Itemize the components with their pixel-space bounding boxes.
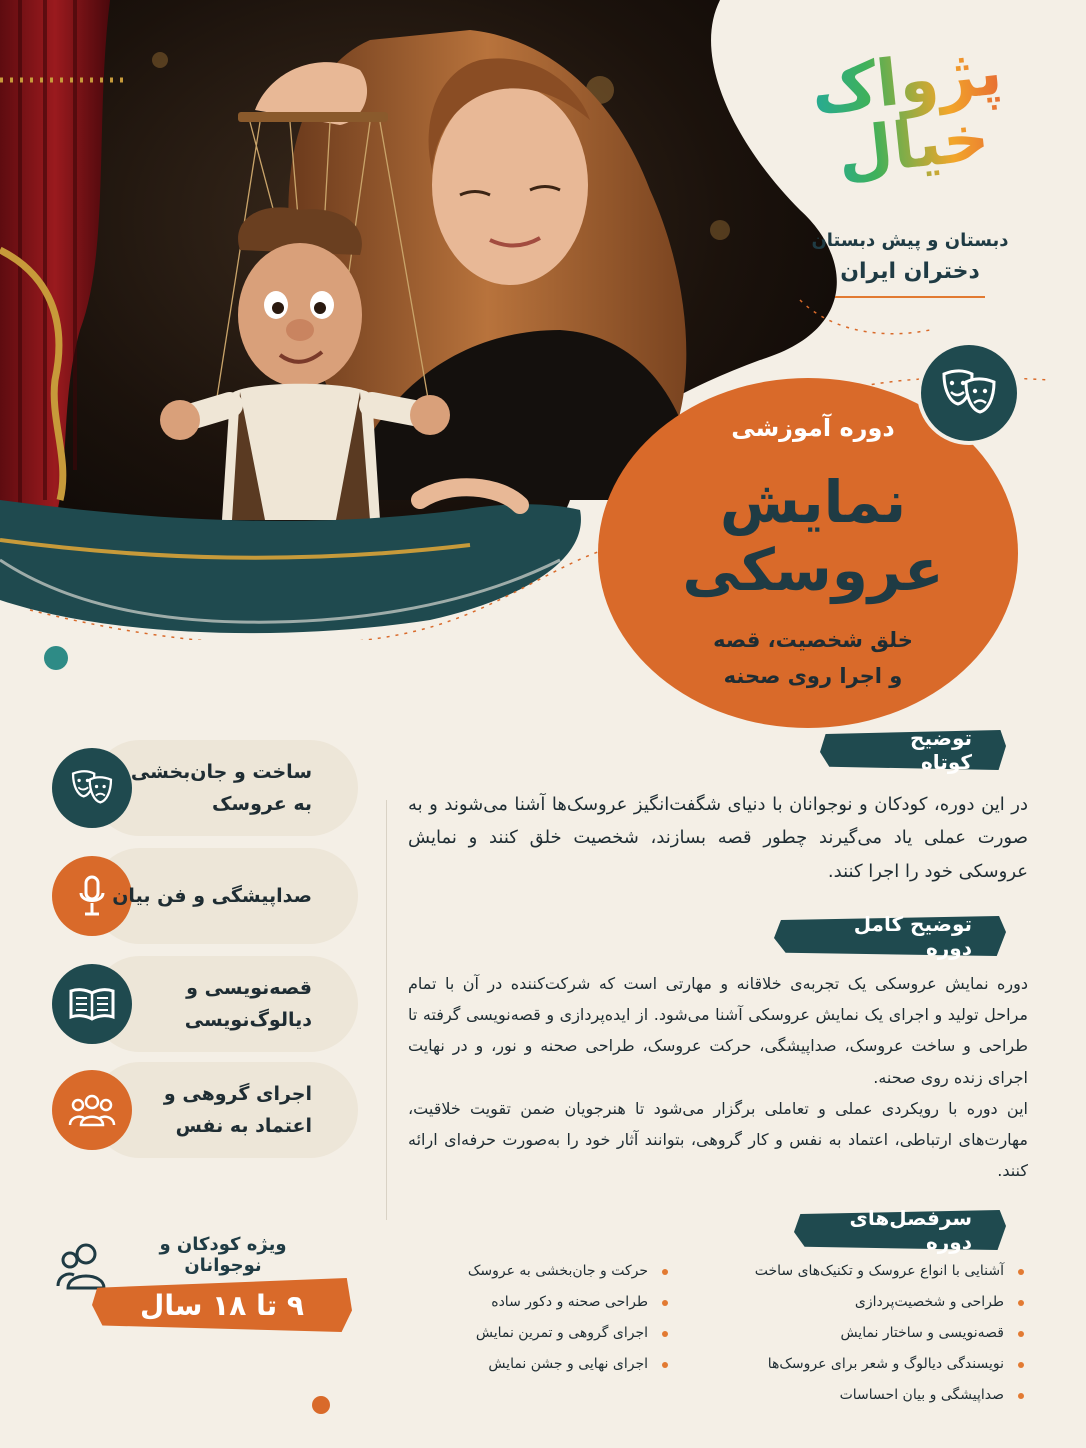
topic-item: حرکت و جان‌بخشی به عروسک	[408, 1256, 668, 1287]
course-tagline-line2: و اجرا روی صحنه	[723, 663, 903, 688]
column-divider	[386, 800, 387, 1220]
topics-list-left	[408, 1256, 668, 1380]
topic-item: قصه‌نویسی و ساختار نمایش	[704, 1318, 1024, 1349]
topic-item: آشنایی با انواع عروسک و تکنیک‌های ساخت	[704, 1256, 1024, 1287]
feature-group-performance	[52, 1062, 358, 1158]
full-desc-paragraph-2: این دوره با رویکردی عملی و تعاملی برگزار می‌شود تا هنرجویان ضمن تقویت خلاقیت، مهارت‌های ارتباطی، اعتماد به نفس و کار گروهی، بتوانند آثار خود را به‌صورت حرفه‌ای ارائه کنند.	[408, 1098, 1028, 1181]
full-desc-paragraph-1: دوره نمایش عروسکی یک تجربه‌ی خلاقانه و مهارتی است که شرکت‌کننده در آن با تمام مراحل تولید و اجرای یک نمایش عروسکی آشنا می‌شود. از ایده‌پردازی و قصه‌نویسی گرفته تا طراحی و ساخت عروسک، صداپیشگی، حرکت عروسک، طراحی صحنه و نور، و در نهایت اجرای زنده روی صحنه.	[408, 974, 1028, 1087]
topic-item: طراحی و شخصیت‌پردازی	[704, 1287, 1024, 1318]
feature-story-writing	[52, 956, 358, 1052]
course-kicker: دوره آموزشی	[731, 414, 895, 442]
brand-logo: پژواک خیال	[774, 37, 1046, 191]
audience-label: ویژه کودکان و نوجوانان	[159, 1234, 287, 1276]
feature-voice-acting	[52, 848, 358, 944]
full-desc-text	[408, 968, 1028, 1186]
topic-item: نویسندگی دیالوگ و شعر برای عروسک‌ها	[704, 1349, 1024, 1380]
feature-puppet-making	[52, 740, 358, 836]
school-name-line1: دبستان و پیش دبستان	[811, 230, 1009, 251]
course-title-block	[598, 402, 1028, 693]
topic-item: طراحی صحنه و دکور ساده	[408, 1287, 668, 1318]
topic-item: اجرای نهایی و جشن نمایش	[408, 1349, 668, 1380]
course-title: نمایش عروسکی	[682, 468, 944, 604]
theater-masks-icon	[917, 341, 1021, 445]
full-desc-heading: توضیح کامل دوره	[774, 916, 1006, 956]
topic-item: صداپیشگی و بیان احساسات	[704, 1380, 1024, 1411]
topic-item: اجرای گروهی و تمرین نمایش	[408, 1318, 668, 1349]
feature-label: ساخت و جان‌بخشی به عروسک	[130, 760, 312, 815]
decor-dot	[312, 1396, 330, 1414]
short-desc-heading: توضیح کوتاه	[820, 730, 1006, 770]
short-desc-text: در این دوره، کودکان و نوجوانان با دنیای شگفت‌انگیز عروسک‌ها آشنا می‌شوند و به صورت عملی یاد می‌گیرند چطور قصه بسازند، شخصیت خلق کنند و نمایش عروسکی خود را اجرا کنند.	[408, 794, 1028, 882]
course-tagline-line1: خلق شخصیت، قصه	[713, 628, 913, 652]
topics-heading: سرفصل‌های دوره	[794, 1210, 1006, 1250]
decor-dot	[44, 646, 68, 670]
feature-label: اجرای گروهی و اعتماد به نفس	[163, 1082, 312, 1137]
school-name-line2: دختران ایران	[840, 259, 980, 284]
feature-label: صداپیشگی و فن بیان	[112, 884, 312, 907]
age-range-badge: ۹ تا ۱۸ سال	[92, 1278, 352, 1332]
feature-label: قصه‌نویسی و دیالوگ‌نویسی	[184, 976, 312, 1031]
logo-block	[780, 35, 1040, 298]
topics-list-right	[704, 1256, 1024, 1411]
logo-divider	[835, 296, 985, 298]
